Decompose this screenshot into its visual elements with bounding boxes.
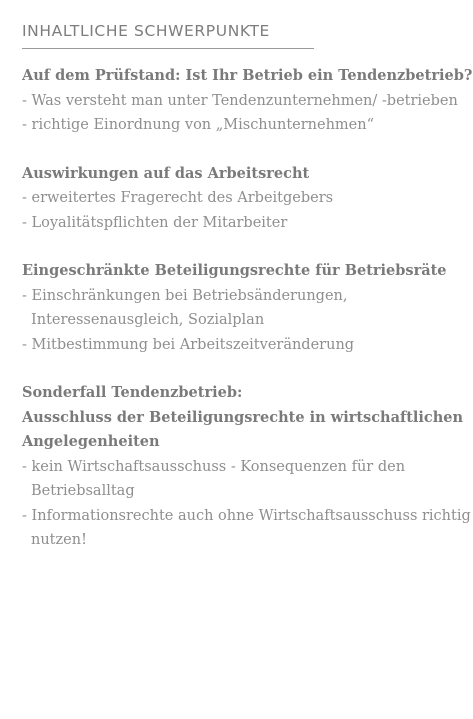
bullet-item: - Informationsrechte auch ohne Wirtschaftsausschuss richtig — [22, 507, 471, 524]
section-title-continuation: Ausschluss der Beteiligungsrechte in wirtschaftlichen — [22, 408, 464, 426]
section-arbeitsrecht — [22, 162, 462, 236]
bullet-item-continuation: Interessenausgleich, Sozialplan — [31, 312, 265, 328]
section-title: Auf dem Prüfstand: Ist Ihr Betrieb ein Tendenzbetrieb? — [22, 67, 473, 84]
section-title: Sonderfall Tendenzbetrieb: — [22, 384, 243, 401]
bullet-item: - Einschränkungen bei Betriebsänderungen, — [22, 287, 348, 304]
bullet-item-continuation: Betriebsalltag — [31, 483, 135, 499]
content-area — [22, 20, 473, 577]
page-heading: INHALTLICHE SCHWERPUNKTE — [22, 22, 270, 40]
bullet-item: - kein Wirtschaftsausschuss - Konsequenzen für den — [22, 458, 406, 475]
section-beteiligungsrechte — [22, 259, 462, 357]
section-title: Auswirkungen auf das Arbeitsrecht — [22, 164, 310, 182]
bullet-item: - Mitbestimmung bei Arbeitszeitveränderung — [22, 336, 355, 353]
section-sonderfall — [22, 381, 471, 553]
bullet-item: - Was versteht man unter Tendenzunternehmen/ -betrieben — [22, 92, 458, 109]
bullet-item: - erweitertes Fragerecht des Arbeitgebers — [22, 190, 334, 206]
bullet-item: - Loyalitätspflichten der Mitarbeiter — [22, 214, 288, 231]
section-title: Eingeschränkte Beteiligungsrechte für Betriebsräte — [22, 262, 447, 279]
bullet-item: - richtige Einordnung von „Mischunternehmen“ — [22, 117, 375, 133]
bullet-item-continuation: nutzen! — [31, 532, 87, 548]
section-tendenzbetrieb-check — [22, 64, 473, 138]
section-title-continuation: Angelegenheiten — [22, 433, 160, 450]
heading-underline — [22, 48, 314, 49]
